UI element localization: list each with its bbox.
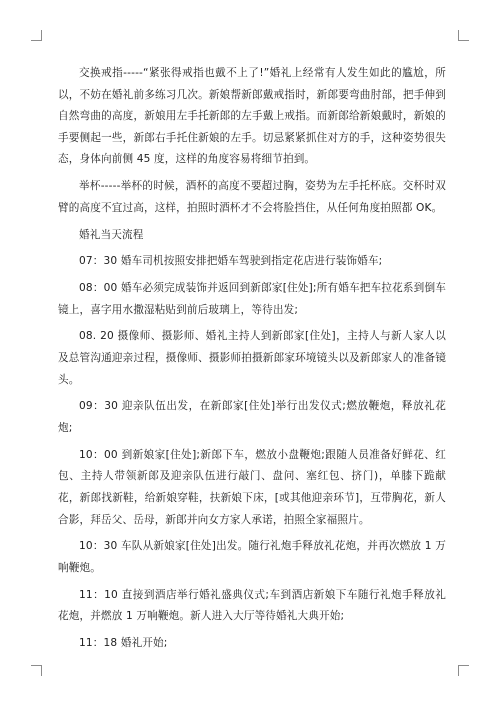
crop-mark-bottom-right-vertical [458, 665, 459, 676]
schedule-item-1030: 10：30 车队从新娘家[住处]出发。随行礼炮手释放礼花炮，并再次燃放 1 万响鞭炮。 [58, 540, 446, 574]
crop-mark-bottom-left-vertical [41, 665, 42, 676]
schedule-item-0730: 07：30 婚车司机按照安排把婚车驾驶到指定花店进行装饰婚车; [79, 255, 383, 268]
document-body [58, 63, 446, 660]
crop-mark-top-right-vertical [458, 30, 459, 41]
paragraph-toast: 举杯-----举杯的时候，酒杯的高度不要超过胸，姿势为左手托杯底。交杯时双臂的高度不宜过高，这样，拍照时酒杯才不会将脸挡住，从任何角度拍照都 OK。 [58, 180, 446, 214]
crop-mark-top-right-horizontal [458, 40, 469, 41]
crop-mark-top-left-vertical [41, 30, 42, 41]
schedule-item-1000: 10：00 到新娘家[住处];新郎下车，燃放小盘鞭炮;跟随人员准备好鲜花、红包、主持人带领新郎及迎亲队伍进行敲门、盘问、塞红包、挤门)，单膝下跪献花，新郎找新鞋，给新娘穿鞋，扶新娘下床，[或其他迎亲环节]，互带胸花，新人合影，拜岳父、岳母，新郎并向女方家人承诺，拍照全家福照片。 [58, 448, 446, 526]
crop-mark-bottom-right-horizontal [458, 665, 469, 666]
schedule-item-0800: 08：00 婚车必须完成装饰并返回到新郎家[住处];所有婚车把车拉花系到倒车镜上，喜字用水撒湿粘贴到前后玻璃上，等待出发; [58, 282, 446, 316]
schedule-item-0930: 09：30 迎亲队伍出发，在新郎家[住处]举行出发仪式;燃放鞭炮，释放礼花炮; [58, 400, 446, 435]
schedule-item-0820: 08. 20 摄像师、摄影师、婚礼主持人到新郎家[住处]，主持人与新人家人以及总管沟通迎亲过程，摄像师、摄影师拍摄新郎家环境镜头以及新郎家人的准备镜头。 [58, 330, 446, 386]
section-heading-wedding-day-schedule: 婚礼当天流程 [79, 228, 144, 241]
schedule-item-1110: 11：10 直接到酒店举行婚礼盛典仪式;车到酒店新娘下车随行礼炮手释放礼花炮，并燃放 1 万响鞭炮。新人进入大厅等待婚礼大典开始; [58, 588, 446, 623]
paragraph-exchange-rings: 交换戒指-----“紧张得戒指也戴不上了!”婚礼上经常有人发生如此的尴尬，所以，不妨在婚礼前多练习几次。新娘帮新郎戴戒指时，新郎要弯曲肘部，把手伸到自然弯曲的高度，新娘用左手托新郎的左手戴上戒指。而新郎给新娘戴时，新娘的手要侧起一些，新郎右手托住新娘的左手。切忌紧紧抓住对方的手，这种姿势很失态，身体向前侧 45 度，这样的角度容易将细节拍到。 [58, 67, 446, 166]
schedule-item-1118: 11：18 婚礼开始; [79, 637, 168, 650]
